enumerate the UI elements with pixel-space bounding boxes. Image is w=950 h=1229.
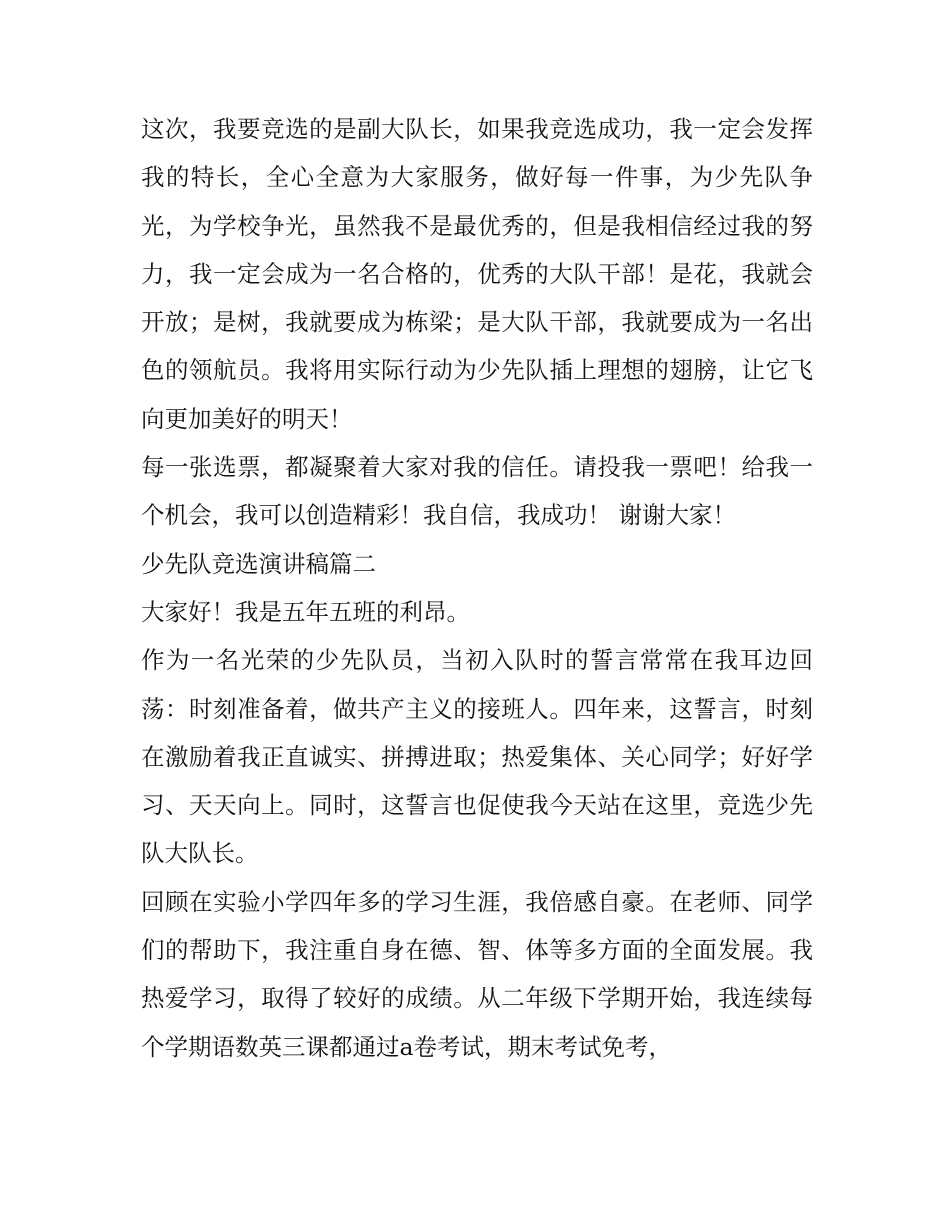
document-body bbox=[141, 105, 813, 1071]
paragraph-greeting: 大家好！我是五年五班的利昂。 bbox=[141, 597, 470, 626]
paragraph-review: 回顾在实验小学四年多的学习生涯，我倍感自豪。在老师、同学们的帮助下，我注重自身在德、智、体等多方面的全面发展。我热爱学习，取得了较好的成绩。从二年级下学期开始，我连续每个学期语数英三课都通过a卷考试，期末考试免考， bbox=[141, 887, 813, 1061]
paragraph-oath: 作为一名光荣的少先队员，当初入队时的誓言常常在我耳边回荡：时刻准备着，做共产主义的接班人。四年来，这誓言，时刻在激励着我正直诚实、拼搏进取；热爱集体、关心同学；好好学习、天天向上。同时，这誓言也促使我今天站在这里，竞选少先队大队长。 bbox=[141, 646, 813, 868]
section-heading: 少先队竞选演讲稿篇二 bbox=[141, 549, 376, 578]
paragraph-campaign-pledge: 这次，我要竞选的是副大队长，如果我竞选成功，我一定会发挥我的特长，全心全意为大家服务，做好每一件事，为少先队争光，为学校争光，虽然我不是最优秀的，但是我相信经过我的努力，我一定会成为一名合格的，优秀的大队干部！是花，我就会开放；是树，我就要成为栋梁；是大队干部，我就要成为一名出色的领航员。我将用实际行动为少先队插上理想的翅膀，让它飞向更加美好的明天！ bbox=[141, 115, 813, 433]
paragraph-vote-request: 每一张选票，都凝聚着大家对我的信任。请投我一票吧！给我一个机会，我可以创造精彩！我自信，我成功！ 谢谢大家！ bbox=[141, 453, 813, 530]
